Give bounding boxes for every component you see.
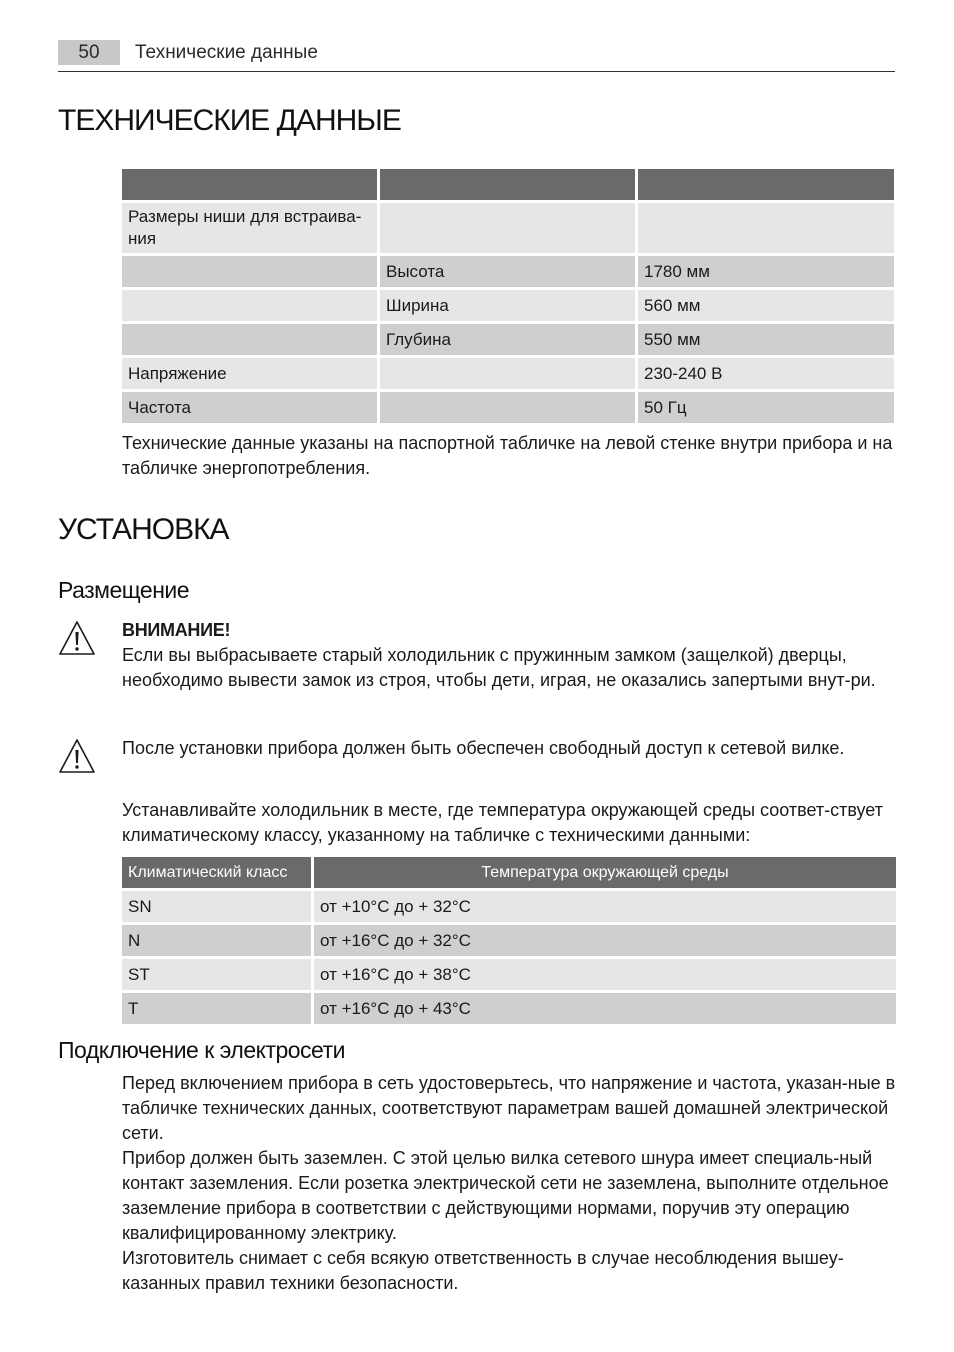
table-cell: 230-240 В [638,358,894,389]
table-cell [122,256,377,287]
table-cell: SN [122,891,311,922]
climate-intro: Устанавливайте холодильник в месте, где температура окружающей среды соответ-ствует климатическому классу, указанному на табличке с техническими данными: [122,800,883,845]
warning-title: ВНИМАНИЕ! [122,620,231,640]
electric-heading: Подключение к электросети [58,1037,345,1063]
warning-triangle-icon [58,620,96,656]
table-header-row [122,169,894,200]
table-row [122,925,896,956]
table-row [122,993,896,1024]
table-cell: от +16°C до + 32°C [314,925,896,956]
table-cell [380,358,635,389]
running-header-title: Технические данные [135,42,318,63]
table-cell: 1780 мм [638,256,894,287]
tech-data-heading: ТЕХНИЧЕСКИЕ ДАННЫЕ [58,104,401,137]
table-header-row [122,857,896,888]
climate-class-table [119,854,899,1027]
table-cell: Размеры ниши для встраива-ния [122,203,377,253]
placement-heading: Размещение [58,577,190,603]
table-row [122,203,894,253]
table-row [122,290,894,321]
table-row [122,959,896,990]
table-cell: 550 мм [638,324,894,355]
installation-heading: УСТАНОВКА [58,513,229,546]
table-row [122,392,894,423]
page-header [58,40,895,72]
table-cell: N [122,925,311,956]
table-cell [122,290,377,321]
table-row [122,891,896,922]
table-cell [380,392,635,423]
warning-text: Если вы выбрасываете старый холодильник с пружинным замком (защелкой) дверцы, необходимо вывести замок из строя, чтобы дети, играя, не оказались запертыми внут-ри. [122,645,876,690]
tech-data-table [119,166,897,426]
table-cell [638,203,894,253]
table-cell: Ширина [380,290,635,321]
table-cell: 50 Гц [638,392,894,423]
table-cell: Глубина [380,324,635,355]
table-cell [122,324,377,355]
table-cell: T [122,993,311,1024]
column-header: Климатический класс [122,857,311,888]
table-cell: 560 мм [638,290,894,321]
electric-paragraph: Перед включением прибора в сеть удостоверьтесь, что напряжение и частота, указан-ные в табличке технических данных, соответствуют параметрам вашей домашней электрической сети. [122,1073,896,1143]
table-row [122,358,894,389]
table-cell: Частота [122,392,377,423]
table-cell: ST [122,959,311,990]
table-cell: от +16°C до + 43°C [314,993,896,1024]
table-cell: Напряжение [122,358,377,389]
table-row [122,256,894,287]
electric-paragraph: Прибор должен быть заземлен. С этой целью вилка сетевого шнура имеет специаль-ный контакт заземления. Если розетка электрической сети не заземлена, выполните отдельное заземление прибора в соответствии с действующими нормами, поручив эту операцию квалифицированному электрику. [122,1148,889,1243]
table-row [122,324,894,355]
table-cell [380,203,635,253]
column-header: Температура окружающей среды [314,857,896,888]
table-cell: Высота [380,256,635,287]
page-number: 50 [58,40,120,65]
table-cell: от +10°C до + 32°C [314,891,896,922]
electric-paragraph: Изготовитель снимает с себя всякую ответственность в случае несоблюдения вышеу-казанных правил техники безопасности. [122,1248,844,1293]
tech-data-note: Технические данные указаны на паспортной табличке на левой стенке внутри прибора и на табличке энергопотребления. [122,433,893,478]
warning-triangle-icon [58,738,96,774]
table-cell: от +16°C до + 38°C [314,959,896,990]
warning2-text: После установки прибора должен быть обеспечен свободный доступ к сетевой вилке. [122,738,845,758]
